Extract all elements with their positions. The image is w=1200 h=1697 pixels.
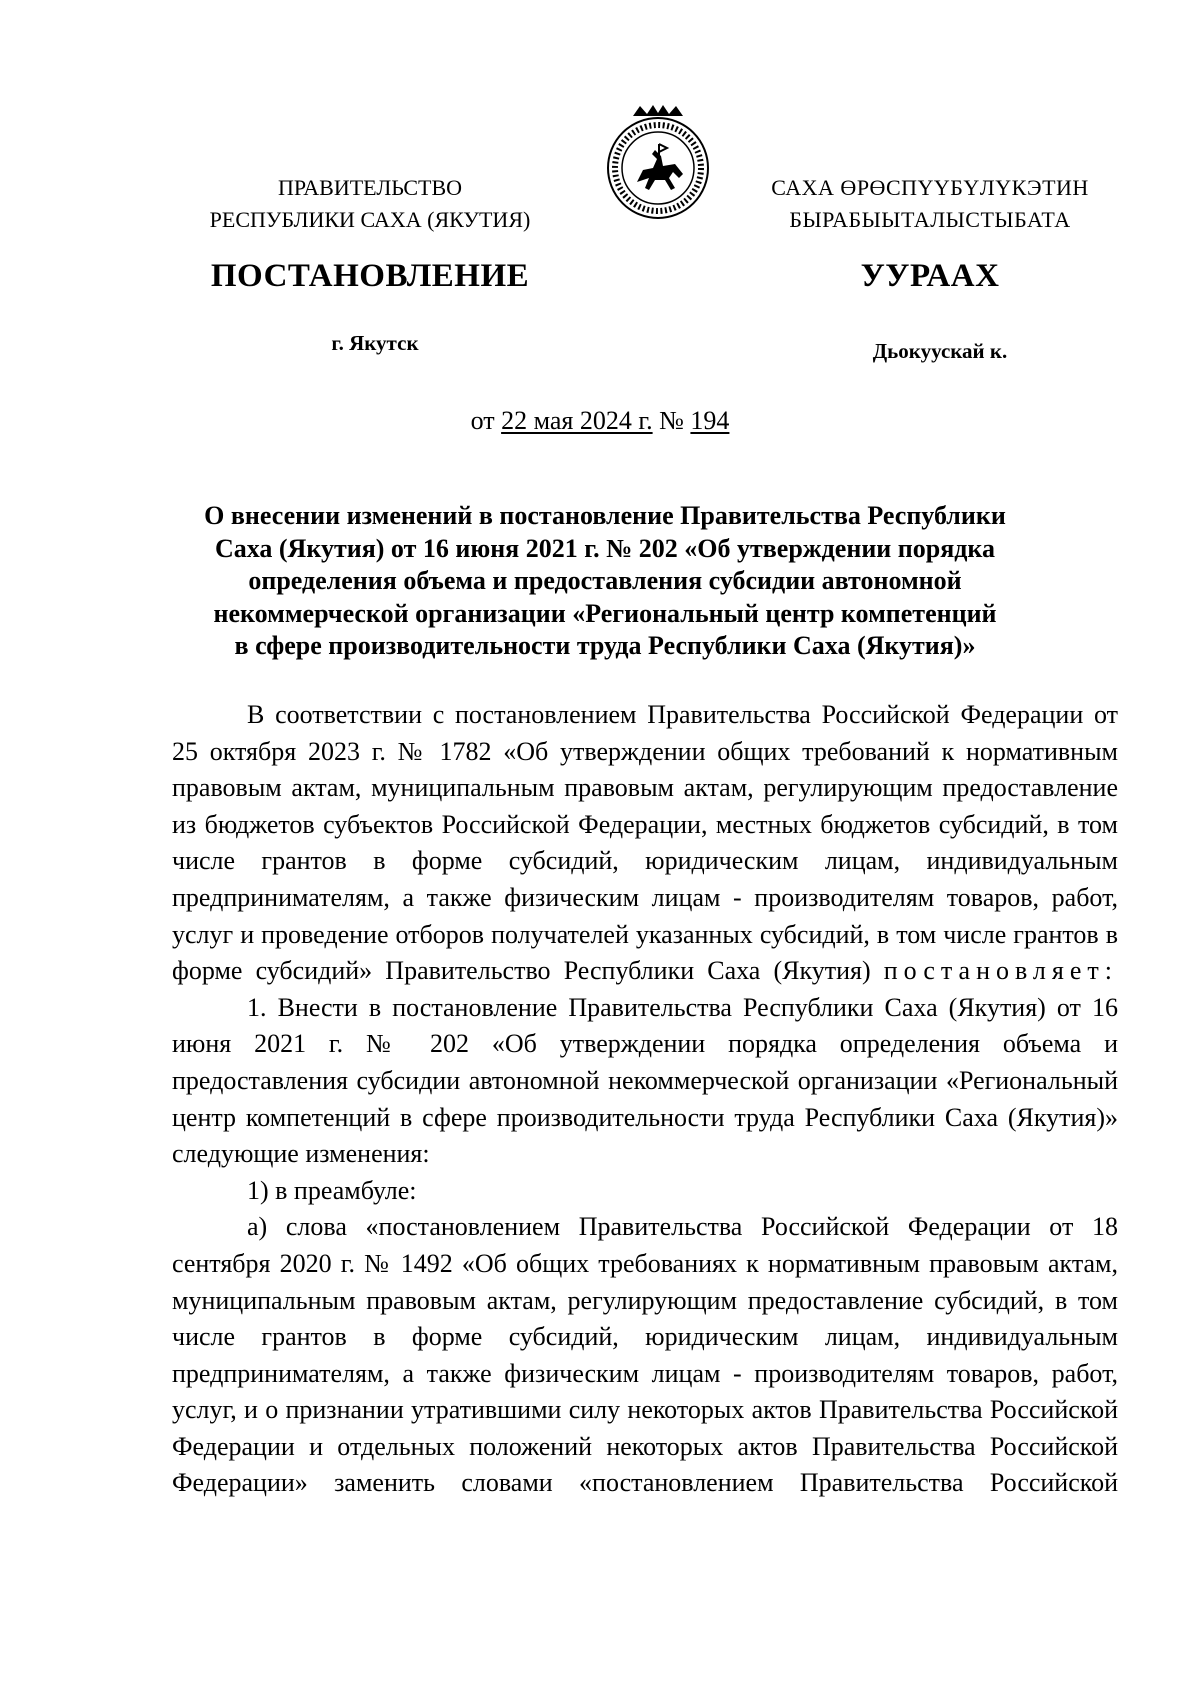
document-type-yakut: УУРААХ: [860, 258, 1000, 294]
number-sign: №: [652, 406, 691, 435]
title-line: в сфере производительности труда Республики Саха (Якутия)»: [234, 631, 976, 660]
title-line: некоммерческой организации «Региональный центр компетенций: [213, 598, 997, 628]
title-line: О внесении изменений в постановление Правительства Республики: [204, 501, 1006, 530]
right-org-line-1: САХА ӨРӨСПҮҮБҮЛҮКЭТИН: [771, 175, 1089, 200]
title-line: определения объема и предоставления субсидии автономной: [248, 566, 962, 595]
paragraph-subitem-1: 1) в преамбуле:: [247, 1175, 417, 1205]
left-org-line-2: РЕСПУБЛИКИ САХА (ЯКУТИЯ): [209, 207, 531, 232]
paragraph-item-1: 1. Внести в постановление Правительства Республики Саха (Якутия) от 16 июня 2021 г. № 202 «Об утверждении порядка определения объема и предоставления субсидии автономной некоммерческой организации «Региональный центр компетенций в сфере производительности труда Республики Саха (Якутия)» следующие изменения:: [172, 992, 1118, 1169]
left-organization-name: [140, 172, 600, 236]
city-russian: г. Якутск: [331, 331, 419, 355]
paragraph-subitem-a: а) слова «постановлением Правительства Российской Федерации от 18 сентября 2020 г. № 1492 «Об общих требованиях к нормативным правовым актам, муниципальным правовым актам, регулирующим предоставление субсидий, в том числе грантов в форме субсидий, юридическим лицам, индивидуальным предпринимателям, а также физическим лицам - производителям товаров, работ, услуг, и о признании утратившими силу некоторых актов Правительства Российской Федерации и отдельных положений некоторых актов Правительства Российской Федерации» заменить словами «постановлением Правительства Российской: [172, 1212, 1118, 1498]
paragraph-preamble: [172, 697, 1118, 990]
preamble-text: В соответствии с постановлением Правительства Российской Федерации от 25 октября 2023 г. № 1782 «Об утверждении общих требований к нормативным правовым актам, муниципальным правовым актам, регулирующим предоставление из бюджетов субъектов Российской Федерации, местных бюджетов субсидий, в том числе грантов в форме субсидий, юридическим лицам, индивидуальным предпринимателям, а также физическим лицам - производителям товаров, работ, услуг и проведение отборов получателей указанных субсидий, в том числе грантов в форме субсидий» Правительство Республики Саха (Якутия): [172, 700, 1118, 986]
document-date-number: [0, 404, 1200, 438]
right-organization-name: [720, 172, 1140, 236]
title-line: Саха (Якутия) от 16 июня 2021 г. № 202 «Об утверждении порядка: [214, 533, 996, 563]
document-body: [172, 697, 1118, 1502]
document-type-russian: ПОСТАНОВЛЕНИЕ: [210, 258, 530, 294]
resolves-word: постановляет:: [883, 956, 1118, 986]
document-number: 194: [690, 406, 730, 435]
document-date: 22 мая 2024 г.: [501, 406, 653, 435]
left-org-line-1: ПРАВИТЕЛЬСТВО: [277, 175, 463, 200]
right-org-line-2: БЫРАБЫЫТАЛЫСТЫБАТА: [789, 207, 1071, 232]
city-yakut: Дьокуускай к.: [872, 339, 1008, 363]
date-prefix: от: [470, 406, 502, 435]
coat-of-arms-icon: [597, 104, 719, 226]
document-title: [170, 500, 1040, 663]
